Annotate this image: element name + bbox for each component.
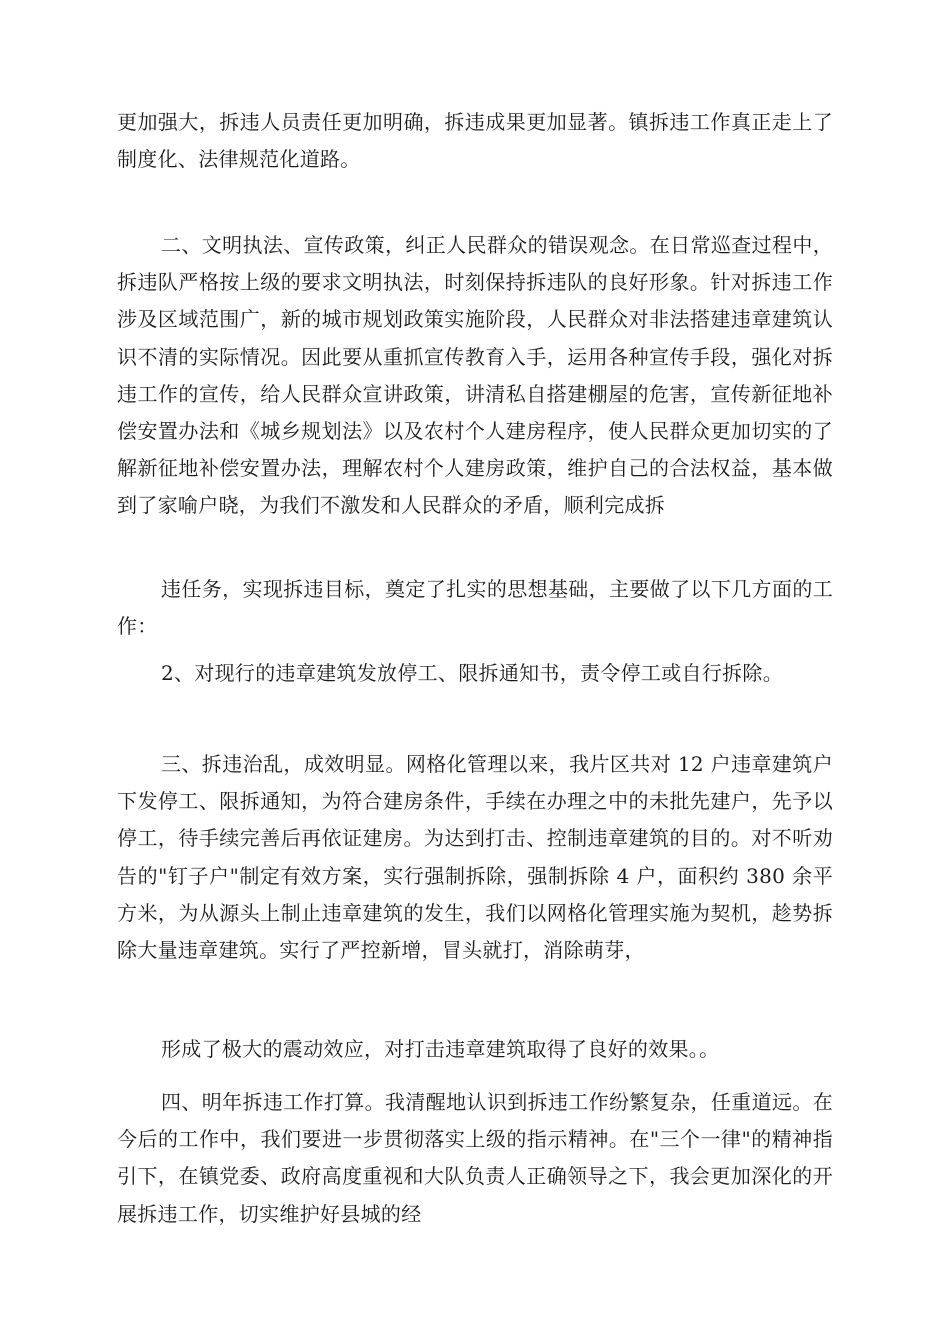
paragraph-section-3: 三、拆违治乱，成效明显。网格化管理以来，我片区共对 12 户违章建筑户下发停工、限拆通知，为符合建房条件，手续在办理之中的未批先建户，先予以停工，待手续完善后再依证建房。为达到打击、控制违章建筑的目的。对不听劝告的"钉子户"制定有效方案，实行强制拆除，强制拆除 4 户，面积约 380 余平方米，为从源头上制止违章建筑的发生，我们以网格化管理实施为契机，趁势拆除大量违章建筑。实行了严控新增，冒头就打，消除萌芽， xyxy=(117,752,833,963)
paragraph-item-2: 2、对现行的违章建筑发放停工、限拆通知书，责令停工或自行拆除。 xyxy=(161,661,784,685)
paragraph-task-intro: 违任务，实现拆违目标，奠定了扎实的思想基础，主要做了以下几方面的工作： xyxy=(117,577,833,639)
paragraph-section-2: 二、文明执法、宣传政策，纠正人民群众的错误观念。在日常巡查过程中，拆违队严格按上级的要求文明执法，时刻保持拆违队的良好形象。针对拆违工作涉及区域范围广，新的城市规划政策实施阶段，人民群众对非法搭建违章建筑认识不清的实际情况。因此要从重抓宣传教育入手，运用各种宣传手段，强化对拆违工作的宣传，给人民群众宣讲政策，讲清私自搭建棚屋的危害，宣传新征地补偿安置办法和《城乡规划法》以及农村个人建房程序，使人民群众更加切实的了解新征地补偿安置办法，理解农村个人建房政策，维护自己的合法权益，基本做到了家喻户晓，为我们不激发和人民群众的矛盾，顺利完成拆 xyxy=(117,233,833,518)
paragraph-continuation: 更加强大，拆违人员责任更加明确，拆违成果更加显著。镇拆违工作真正走上了制度化、法律规范化道路。 xyxy=(117,110,833,172)
paragraph-effect: 形成了极大的震动效应，对打击违章建筑取得了良好的效果。。 xyxy=(161,1037,720,1061)
paragraph-section-4: 四、明年拆违工作打算。我清醒地认识到拆违工作纷繁复杂，任重道远。在今后的工作中，我们要进一步贯彻落实上级的指示精神。在"三个一律"的精神指引下，在镇党委、政府高度重视和大队负责人正确领导之下，我会更加深化的开展拆违工作，切实维护好县城的经 xyxy=(117,1090,833,1226)
